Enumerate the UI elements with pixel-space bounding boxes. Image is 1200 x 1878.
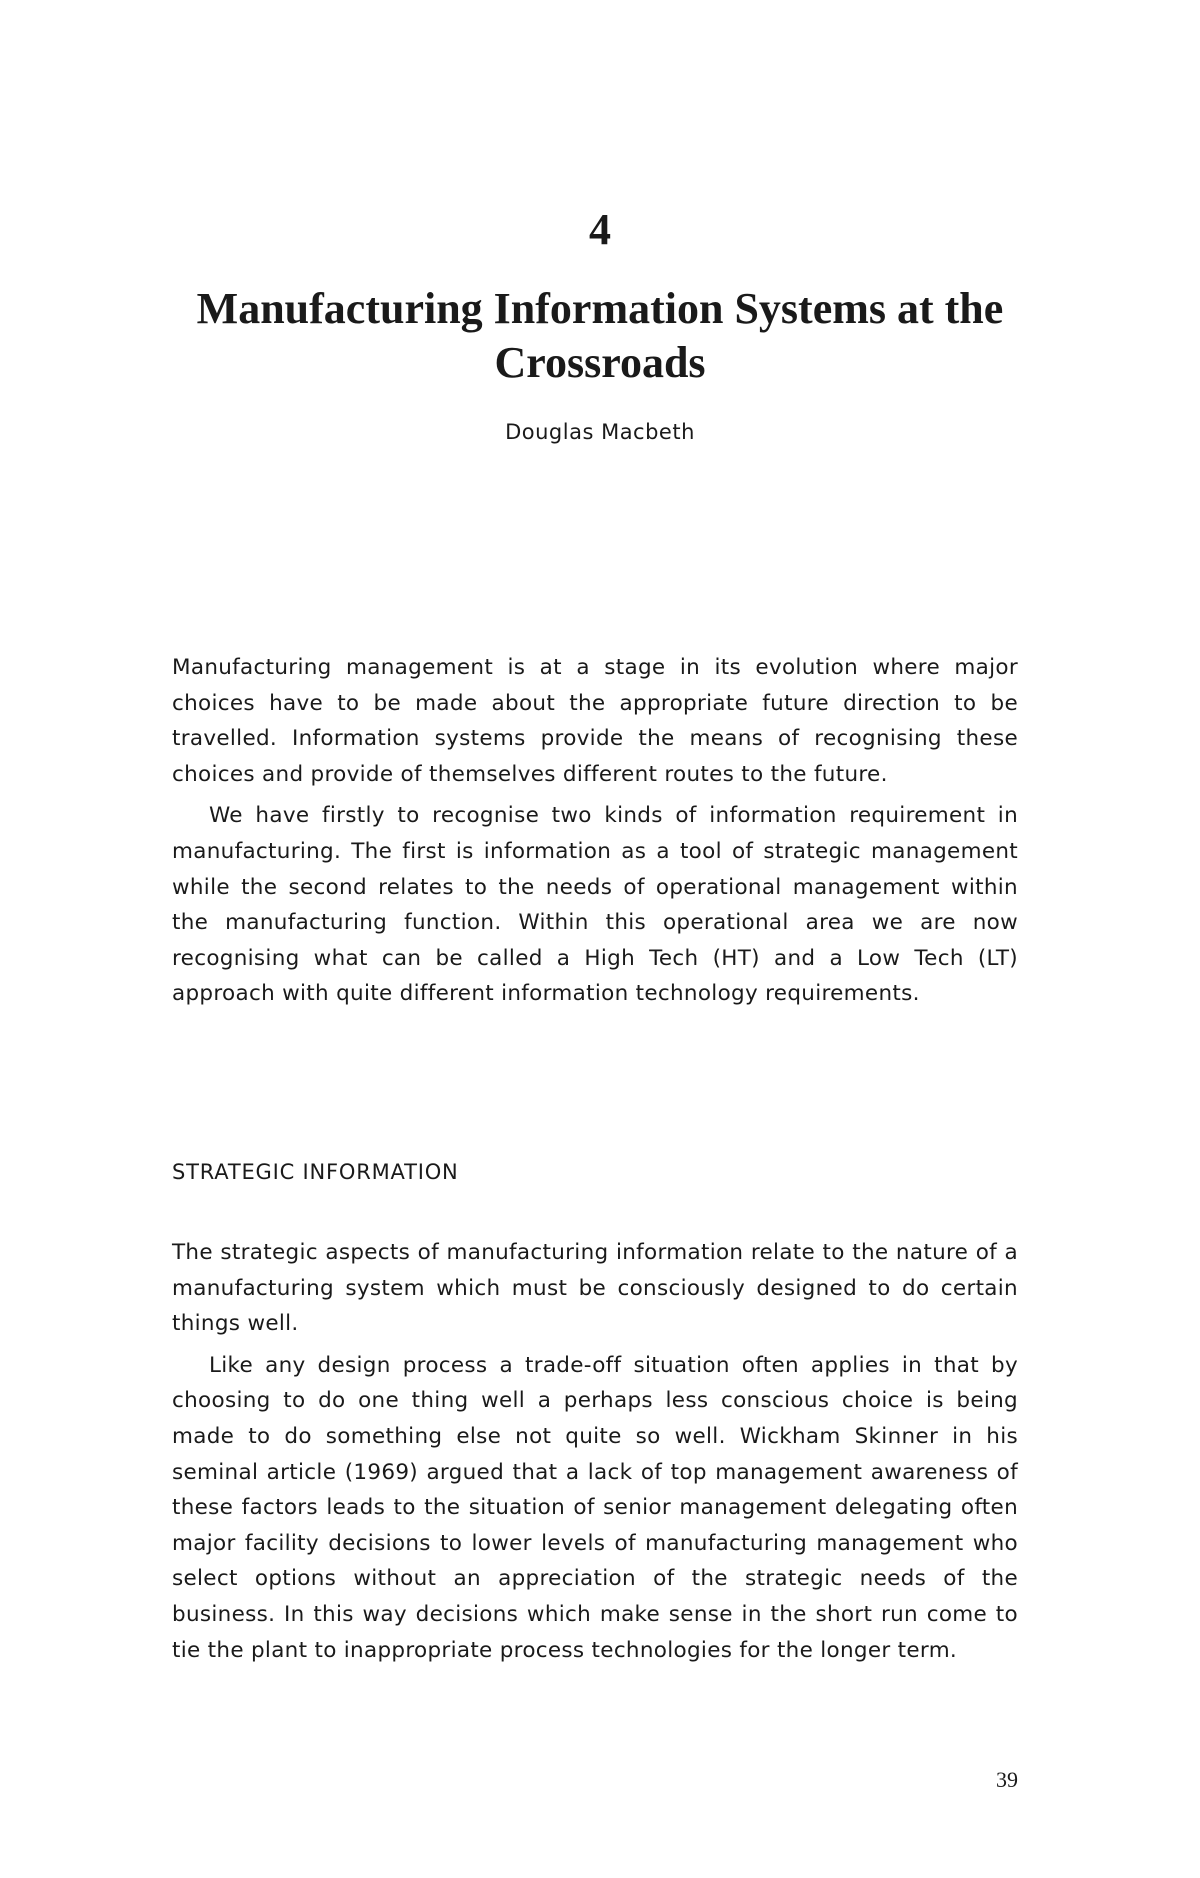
chapter-title: Manufacturing Information Systems at the Crossroads bbox=[196, 284, 1004, 387]
section-paragraph-1: The strategic aspects of manufacturing information relate to the nature of a manufacturing system which must be consciously designed to do certain things well. bbox=[172, 1240, 1018, 1337]
section-text bbox=[172, 1235, 1018, 1674]
author-name: Douglas Macbeth bbox=[505, 420, 695, 444]
intro-paragraph-2: We have firstly to recognise two kinds of information requirement in manufacturing. The first is information as a tool of strategic management while the second relates to the needs of operational management within the manufacturing function. Within this operational area we are now recognising what can be called a High Tech (HT) and a Low Tech (LT) approach with quite different information technology requirements. bbox=[172, 803, 1018, 1007]
intro-paragraph-1: Manufacturing management is at a stage in its evolution where major choices have to be made about the appropriate future direction to be travelled. Information systems provide the means of recognising these choices and provide of themselves different routes to the future. bbox=[172, 655, 1018, 787]
section-heading: STRATEGIC INFORMATION bbox=[172, 1160, 459, 1184]
intro-text bbox=[172, 650, 1018, 1018]
chapter-number: 4 bbox=[589, 205, 611, 254]
page-number: 39 bbox=[996, 1767, 1018, 1792]
section-paragraph-2: Like any design process a trade-off situation often applies in that by choosing to do one thing well a perhaps less conscious choice is being made to do something else not quite so well. Wickham Skinner in his seminal article (1969) argued that a lack of top management awareness of these factors leads to the situation of senior management delegating often major facility decisions to lower levels of manufacturing management who select options without an appreciation of the strategic needs of the business. In this way decisions which make sense in the short run come to tie the plant to inappropriate process technologies for the longer term. bbox=[172, 1352, 1018, 1663]
